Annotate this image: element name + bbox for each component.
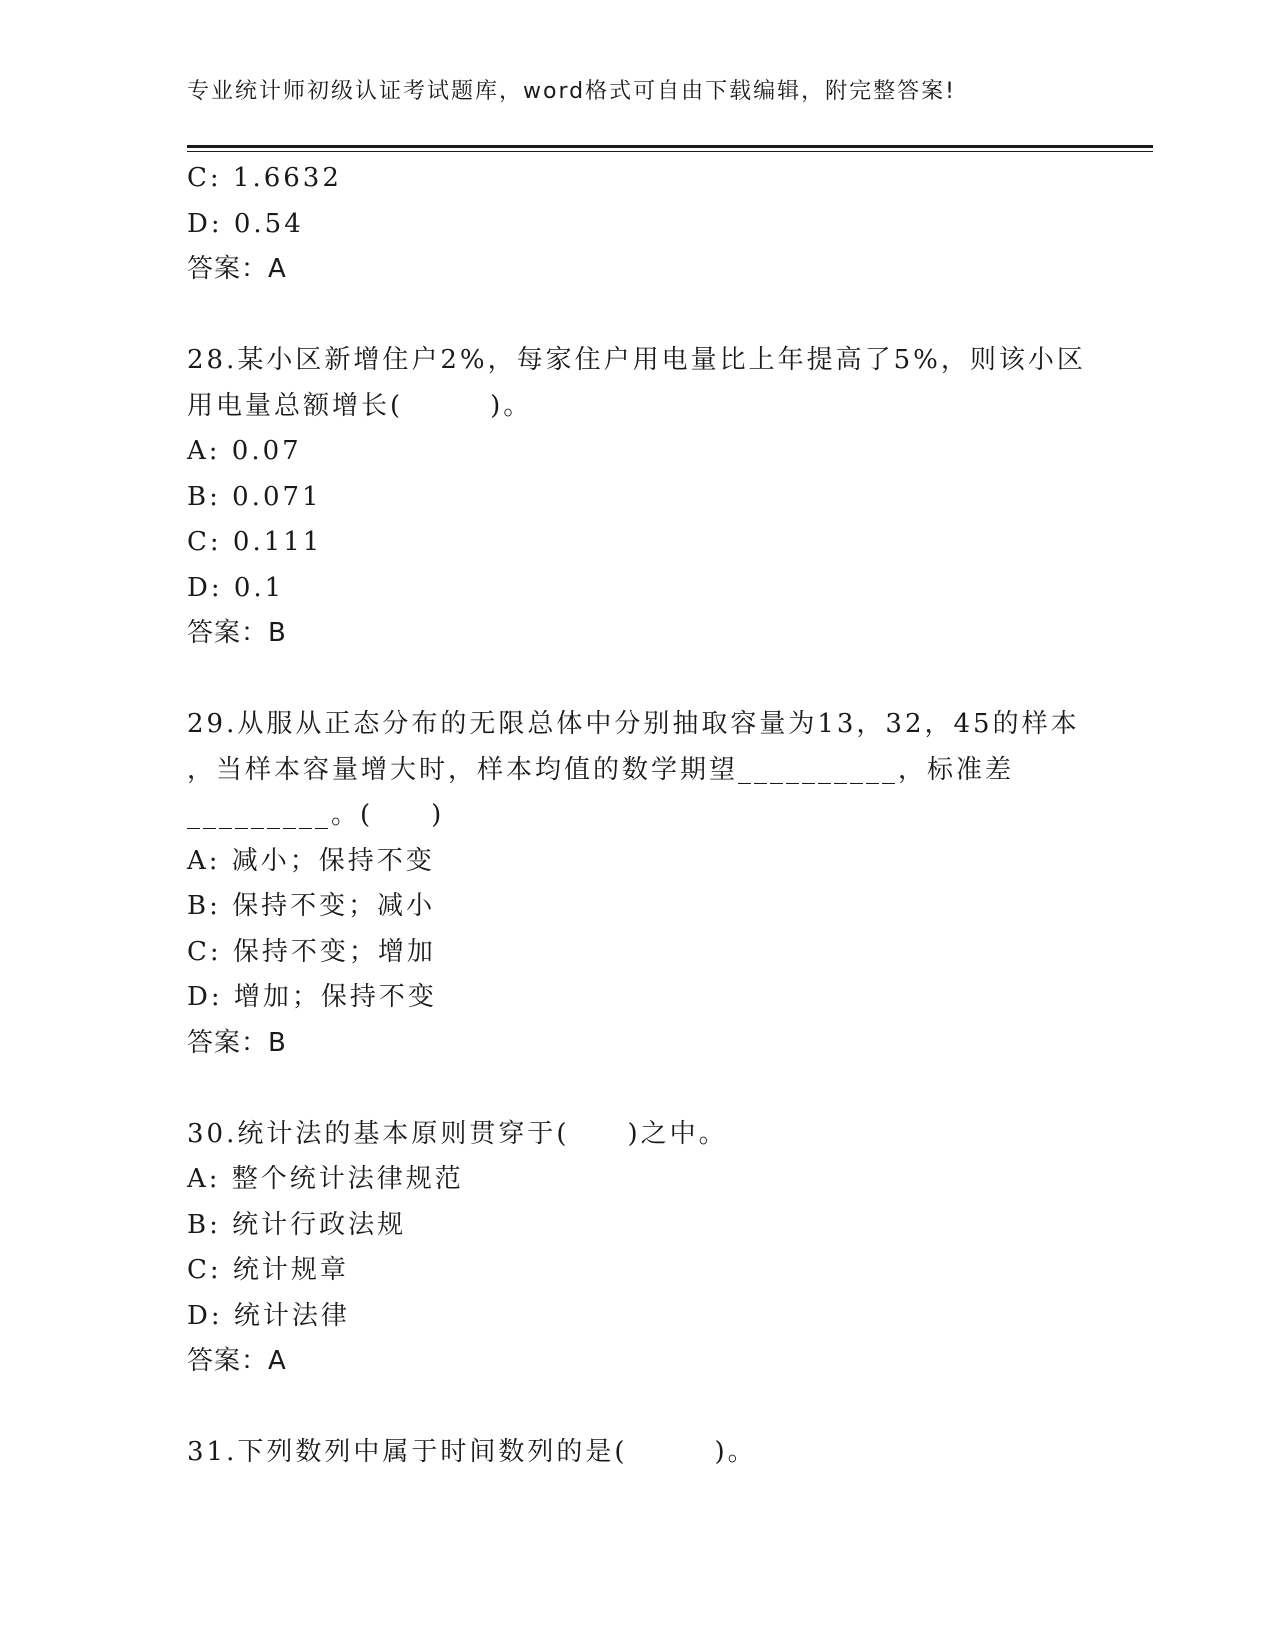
question-31 — [187, 1430, 1087, 1476]
question-list — [187, 156, 1087, 1476]
option-line: A: 减小；保持不变 — [187, 845, 435, 876]
option-line: D: 增加；保持不变 — [187, 982, 437, 1012]
question-stem: ，当样本容量增大时，样本均值的数学期望__________，标准差 — [187, 754, 1015, 785]
question-stem: _________。( ) — [187, 800, 445, 830]
option-line: D: 0.1 — [187, 572, 285, 603]
option-line: A: 整个统计法律规范 — [187, 1164, 464, 1194]
option-line: C: 统计规章 — [187, 1255, 349, 1285]
answer-line: 答案：B — [187, 618, 287, 648]
question-29 — [187, 702, 1087, 1066]
option-line: C: 保持不变；增加 — [187, 936, 436, 967]
answer-line: 答案：A — [187, 254, 287, 284]
header-rule-thick — [187, 145, 1153, 148]
answer-line: 答案：B — [187, 1027, 287, 1058]
answer-line: 答案：A — [187, 1346, 287, 1376]
question-stem: 28.某小区新增住户2%，每家住户用电量比上年提高了5%，则该小区 — [187, 345, 1086, 375]
option-line: C: 0.111 — [187, 527, 323, 557]
question-28 — [187, 338, 1087, 657]
page-header: 专业统计师初级认证考试题库，word格式可自由下载编辑，附完整答案! — [187, 79, 956, 104]
option-line: C: 1.6632 — [187, 163, 342, 193]
question-stem: 用电量总额增长( )。 — [187, 390, 533, 421]
option-line: B: 0.071 — [187, 481, 322, 512]
carry-over-block — [187, 156, 1087, 293]
option-line: A: 0.07 — [187, 436, 302, 466]
option-line: B: 统计行政法规 — [187, 1209, 407, 1240]
option-line: D: 统计法律 — [187, 1300, 350, 1331]
option-line: B: 保持不变；减小 — [187, 891, 436, 921]
option-line: D: 0.54 — [187, 208, 304, 239]
question-stem: 29.从服从正态分布的无限总体中分别抽取容量为13，32，45的样本 — [187, 709, 1080, 739]
question-stem: 30.统计法的基本原则贯穿于( )之中。 — [187, 1118, 728, 1149]
question-stem: 31.下列数列中属于时间数列的是( )。 — [187, 1437, 757, 1467]
header-rule-thin — [187, 151, 1153, 152]
question-30 — [187, 1112, 1087, 1385]
